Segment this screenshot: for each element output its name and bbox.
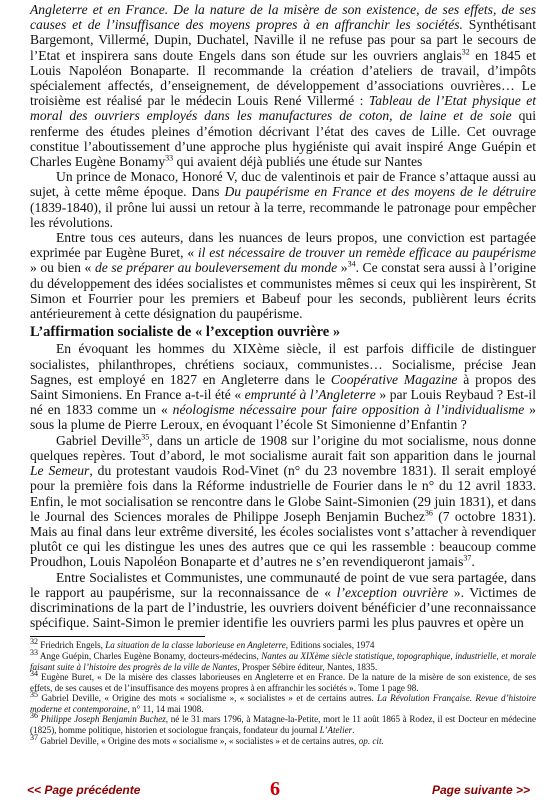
text-run: de se préparer au bouleversement du monde [94,260,338,276]
section-heading: L’affirmation socialiste de « l’exception ouvrière » [30,324,341,341]
footnote-reference: 33 [165,153,174,163]
text-run: Entre tous ces auteurs, dans les nuances de leurs propos, une conviction est partagée exprimée par Eugène Buret, « [30,230,536,261]
text-run: La situation de la classe laborieuse en Angleterre [105,640,286,651]
text-run: l’exception ouvrière [336,584,449,600]
text-run: Gabriel Deville, « Origine des mots « socialisme », « socialistes » et de certains autres. [38,693,378,704]
paragraph [30,433,536,570]
footnote-number: 37 [30,732,38,742]
text-run: Eugène Buret, « De la misère des classes laborieuses en Angleterre et en France. De la nature de la misère de son existence, de ses effets, de ses causes et de l’insuffisance des moyens propres à en affranchir les sociétés ». Tome 1 page 98. [30,672,536,693]
text-run: Du paupérisme en France et des moyens de le détruire [224,184,536,200]
text-run: » [337,260,348,276]
footnote-number: 32 [30,637,38,647]
footnote-reference: 36 [424,508,433,518]
text-run: Entre Socialistes et Communistes, une communauté de point de vue sera partagée, dans le rapport au paupérisme, sur la reconnaissance de « [30,569,536,600]
text-run: Philippe Joseph Benjamin Buchez [38,714,166,725]
paragraph [30,2,536,169]
footnote [30,711,536,736]
footnote-number: 36 [30,711,38,721]
paragraph [30,169,536,230]
footnote [30,732,536,747]
text-run: . [471,554,475,570]
footnote-reference: 35 [141,432,150,442]
text-run: , Editions sociales, 1974 [285,640,375,651]
footnote [30,669,536,693]
text-run: » sous la plume de Pierre Leroux, en évoquant l’école St Simonienne d’Enfantin ? [30,402,536,433]
footnote-separator [30,636,205,637]
next-page-link[interactable]: Page suivante >> [431,783,530,797]
main-text [30,2,536,630]
text-run: néologisme nécessaire pour faire opposition à l’individualisme [172,402,525,418]
paragraph-group-section [30,341,536,630]
footnote-reference: 34 [347,259,356,269]
page-number: 6 [270,778,280,800]
text-run: ». Victimes de discriminations de la part de l’industrie, les ouvriers doivent bénéficier d’une reconnaissance spécifique. Saint-Simon le premier identifie les ouvriers parmi les plus pauvres et opère un [30,584,536,631]
text-run: Gabriel Deville, « Origine des mots « socialisme », « socialistes » et de certains autres, [38,735,359,746]
text-run: , Prosper Sébire éditeur, Nantes, 1835. [237,661,378,672]
text-run: op. cit. [358,735,384,746]
text-run: . [352,725,355,736]
text-run: Un prince de Monaco, Honoré V, duc de valentinois et pair de France s’attaque aussi au sujet, à cette même époque. Dans [30,169,536,200]
text-run: qui renferme des études pleines d’émotion décrivant l’état des caves de Lille. Cet ouvrage constitue l’aboutissement d’une approche plus hygiéniste qui avait inspiré Ange Guépin et Charles Eugène Bonamy [30,108,536,170]
footnote [30,690,536,714]
footnote [30,637,536,651]
text-run: Nantes au XIXème siècle statistique, topographique, industrielle, et morale faisant suite à l’histoire des progrès de la ville de Nantes [30,650,536,672]
text-run: emprunté à l’Angleterre [244,387,376,403]
text-run: » ou bien « [30,260,95,276]
text-run: » par Louis Reybaud ? Est-il né en 1833 comme un « [30,387,536,418]
footnote-reference: 37 [463,553,472,563]
text-run: L’Atelier [319,725,353,736]
text-run: à propos des Saint Simoniens. En France a-t-il été « [30,371,536,403]
footnote-number: 33 [30,647,38,657]
text-run: Coopérative Magazine [330,371,458,387]
text-run: qui avaient déjà publiés une étude sur Nantes [173,154,423,170]
text-run: (7 octobre 1831). Mais au final dans leur extrême diversité, les écoles socialistes vont s’attacher à revendiquer plutôt ce qui les distingue les unes des autres que ce qui les rassemble : beaucoup comme Proudhon, Louis Napoléon Bonaparte et d’autres ne s’en revendiqueront jamais [30,508,536,570]
previous-page-link[interactable]: << Page précédente [27,783,141,797]
paragraph [30,341,536,432]
paragraph-group-intro [30,2,536,321]
footnote [30,647,536,672]
text-run: (1839-1840), il prône lui aussi un retour à la terre, recommande le patronage pour empêcher les révolutions. [30,199,536,230]
text-run: . Ce constat sera aussi à l’origine du développement des idées socialistes et communistes mêmes si ceux qui les inspirèrent, St Simon et Fourrier pour les premiers et Babeuf pour les seconds, publièrent leurs écrits antérieurement à cette désignation du paupérisme. [30,260,536,322]
text-run: , dans un article de 1908 sur l’origine du mot socialisme, nous donne quelques repères. Tout d’abord, le mot socialisme aurait fait son apparition dans le journal [30,432,537,463]
text-run: Angleterre et en France. De la nature de la misère de son existence, de ses effets, de ses causes et de l’insuffisance des moyens propres à en affranchir les sociétés. [30,2,536,33]
text-run: Tableau de l’Etat physique et moral des ouvriers employés dans les manufactures de coton, de laine et de soie [30,93,536,124]
text-run: En évoquant les hommes du XIXème siècle, il est parfois difficile de distinguer socialistes, philanthropes, chrétiens sociaux, communistes… Socialisme, précise Jean Sagnes, est employé en 1827 en Angleterre dans le [30,341,536,387]
footnote-number: 34 [30,669,38,679]
text-run: il est nécessaire de trouver un remède efficace au paupérisme [197,245,536,261]
footnotes [30,637,536,746]
text-run: , n° 11, 14 mai 1908. [127,703,204,714]
text-run: La Révolution Française. Revue d’histoire moderne et contemporaine [30,693,536,714]
text-run: , du protestant vaudois Rod-Vinet (n° du 23 novembre 1831). Il serait employé pour la première fois dans la Réforme industrielle de Fourier dans le n° du 12 avril 1833. Enfin, le mot socialisation se rencontre dans le Globe Saint-Simonien (29 juin 1831), et dans le Journal des Sciences morales de Philippe Joseph Benjamin Buchez [30,463,537,524]
paragraph [30,230,536,321]
text-run: en 1845 et Louis Napoléon Bonaparte. Il recommande la création d’ateliers de travail, d’impôts spécialement affectés, d’enseignement, de développement d’associations ouvrières… Le troisième est réalisé par le médecin Louis René Villermé : [30,47,536,109]
footnote-number: 35 [30,690,38,700]
footnote-reference: 32 [461,47,470,57]
text-run: Gabriel Deville [56,432,142,448]
text-run: Ange Guépin, Charles Eugène Bonamy, docteurs-médecins, [38,650,262,661]
page-footer [0,780,550,800]
text-run: Le Semeur [30,463,90,479]
text-run: Synthétisant Bargemont, Villermé, Dupin, Duchatel, Naville il ne refuse pas pour sa part le secours de l’Etat et inspirera sans doute Engels dans son étude sur les ouvriers anglais [30,17,536,63]
text-run: , né le 31 mars 1796, à Matagne-la-Petite, mort le 11 août 1865 à Rodez, il est Docteur en médecine (1825), homme politique, historien et sociologue français, fondateur du journal [30,714,536,736]
text-run: Friedrich Engels, [38,640,106,651]
paragraph [30,570,536,631]
